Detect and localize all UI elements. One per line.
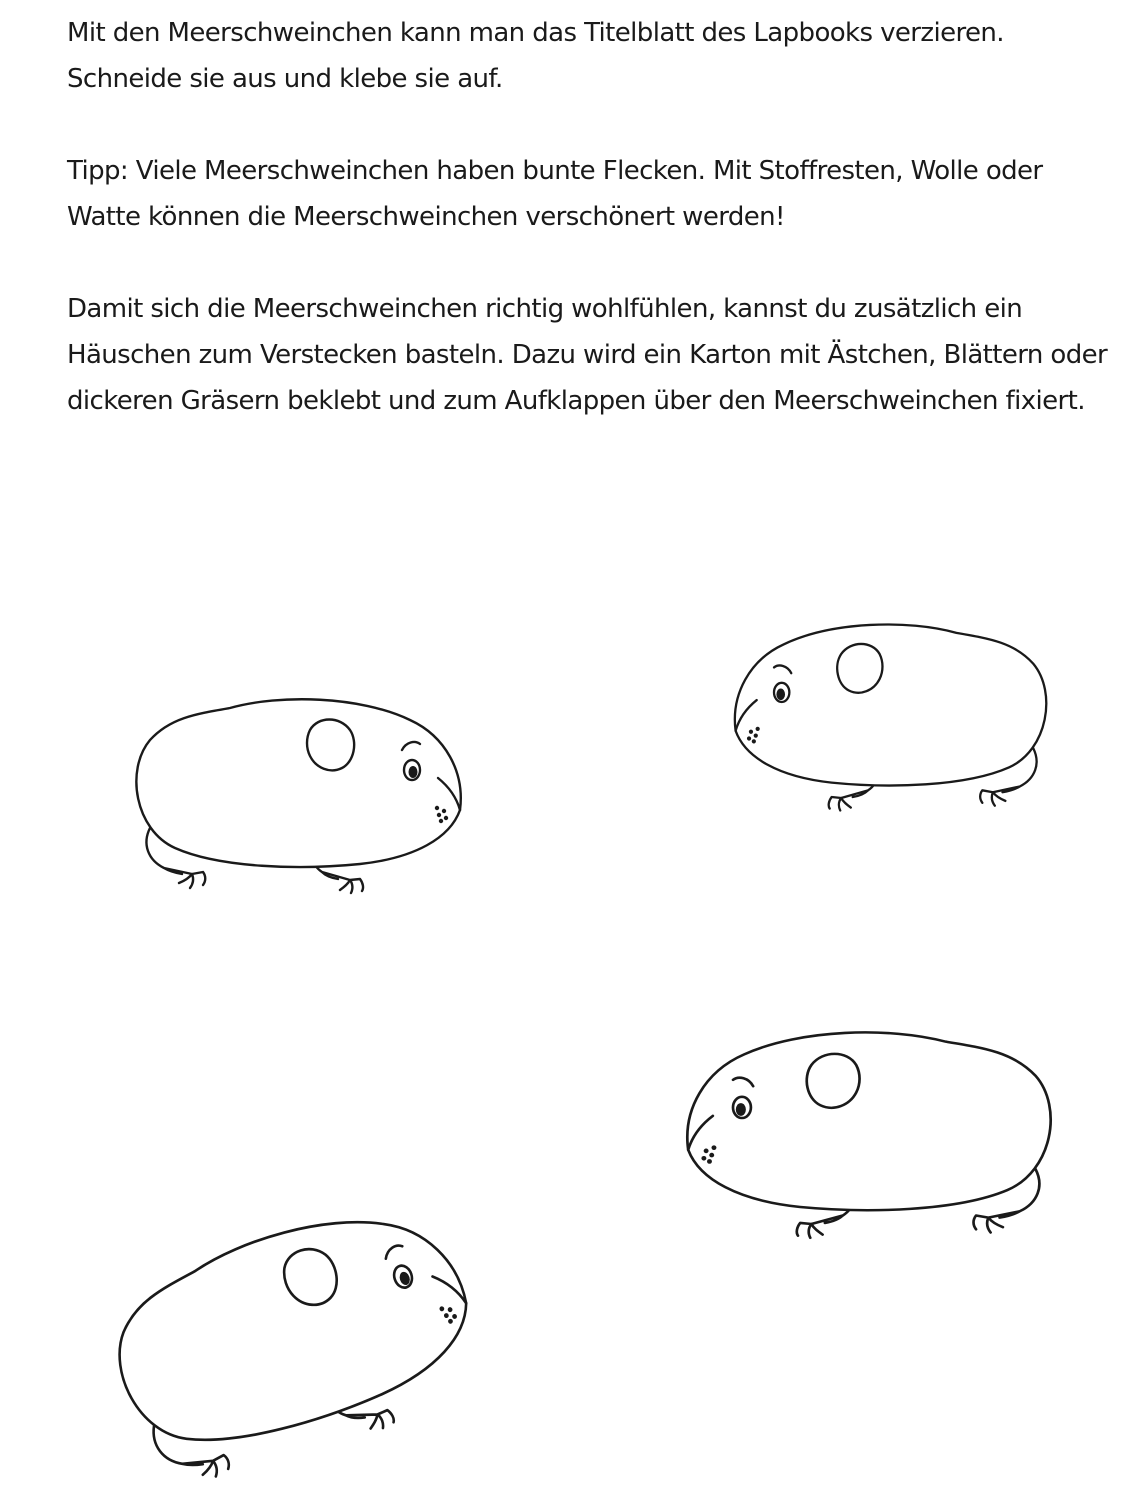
text-line: Schneide sie aus und klebe sie auf.	[67, 64, 503, 94]
text-line: dickeren Gräsern beklebt und zum Aufklappen über den Meerschweinchen fixiert.	[67, 386, 1085, 416]
text-line: Tipp: Viele Meerschweinchen haben bunte Flecken. Mit Stoffresten, Wolle oder	[67, 156, 1043, 186]
text-line: Watte können die Meerschweinchen verschönert werden!	[67, 202, 785, 232]
guinea-pig-bottom-left	[95, 1185, 495, 1500]
text-line: Mit den Meerschweinchen kann man das Titelblatt des Lapbooks verzieren.	[67, 18, 1004, 48]
guinea-pig-top-left	[136, 699, 460, 893]
text-line: Häuschen zum Verstecken basteln. Dazu wird ein Karton mit Ästchen, Blättern oder	[67, 340, 1108, 370]
guinea-pig-top-right	[735, 624, 1046, 810]
guinea-pig-middle-right	[687, 1032, 1050, 1237]
text-line: Damit sich die Meerschweinchen richtig wohlfühlen, kannst du zusätzlich ein	[67, 294, 1023, 324]
